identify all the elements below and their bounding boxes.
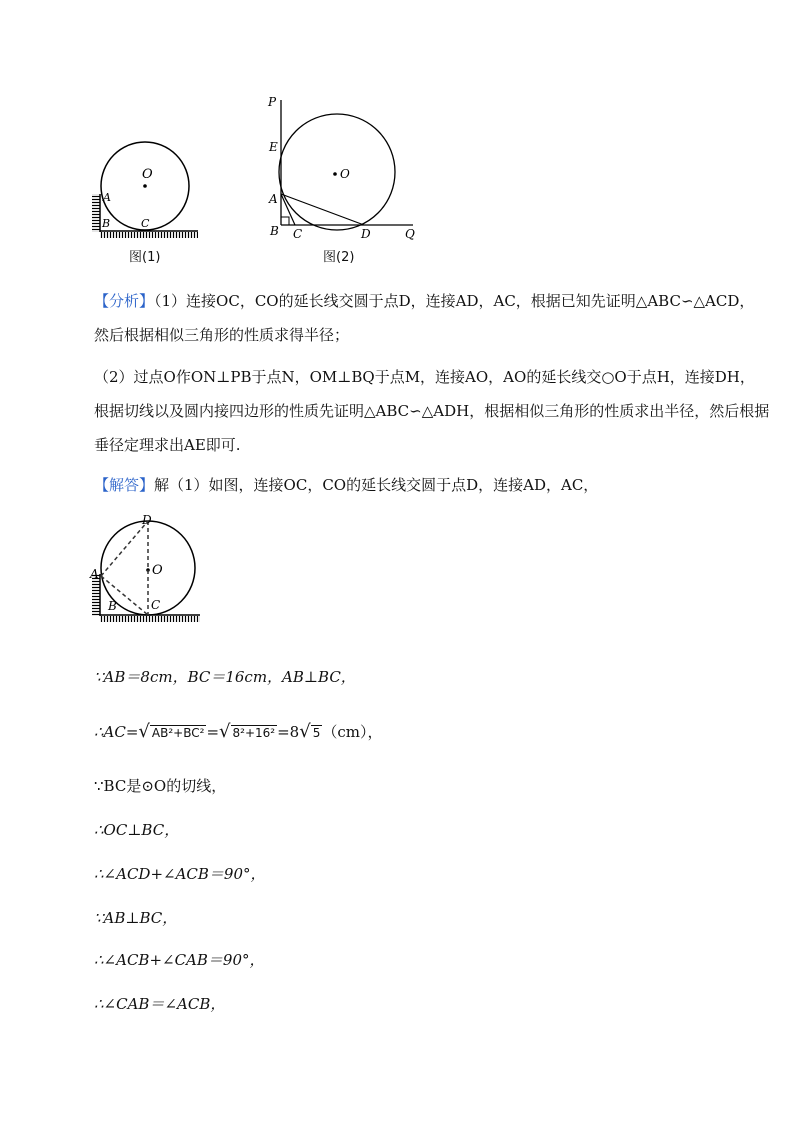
label-d3: D xyxy=(142,513,152,527)
label-c3: C xyxy=(151,598,161,612)
step2-eq: = xyxy=(206,723,220,741)
figure-2-caption: 图(2) xyxy=(323,250,355,265)
label-b3: B xyxy=(108,599,117,613)
solution-tag: 【解答】 xyxy=(94,476,155,494)
step2-eq2: =8 xyxy=(277,723,300,741)
solution-step-2 xyxy=(94,722,382,743)
center-dot-2 xyxy=(333,172,337,176)
label-c2: C xyxy=(293,227,303,241)
label-b: B xyxy=(102,217,111,230)
label-a2: A xyxy=(269,192,278,206)
analysis-tag: 【分析】 xyxy=(94,292,155,310)
figure-1-caption: 图(1) xyxy=(129,250,161,265)
label-o: O xyxy=(142,167,153,182)
analysis-line-3: （2）过点O作ON⊥PB于点N，OM⊥BQ于点M，连接AO，AO的延长线交○O于点H，连接DH， xyxy=(94,368,755,386)
radical-1: √ AB²+BC² xyxy=(138,721,205,742)
floor-hatch-3 xyxy=(100,616,200,622)
radical-3: √ 5 xyxy=(299,721,321,742)
wall-hatch xyxy=(92,194,100,232)
label-a: A xyxy=(103,191,111,204)
solution-step-4: ∴OC⊥BC， xyxy=(94,821,180,839)
solution-step-6: ∵AB⊥BC， xyxy=(94,909,178,927)
radicand-3: 5 xyxy=(312,726,321,740)
floor-hatch xyxy=(100,232,198,238)
label-c: C xyxy=(141,217,150,230)
solution-step-1: ∵AB＝8cm，BC＝16cm，AB⊥BC， xyxy=(94,668,356,686)
analysis-text-1: （1）连接OC，CO的延长线交圆于点D，连接AD，AC，根据已知先证明△ABC∽△ACD， xyxy=(154,292,755,310)
circle-o2 xyxy=(279,114,395,230)
label-q2: Q xyxy=(405,227,415,241)
analysis-line-5: 垂径定理求出AE即可. xyxy=(94,436,241,454)
label-a3: A xyxy=(90,567,99,581)
label-p: P xyxy=(268,95,277,109)
label-d2: D xyxy=(361,227,371,241)
label-o2: O xyxy=(340,167,350,181)
solution-intro: 解（1）如图，连接OC，CO的延长线交圆于点D，连接AD，AC， xyxy=(154,476,599,494)
analysis-line-1 xyxy=(94,291,754,311)
radical-2: √ 8²+16² xyxy=(219,721,276,742)
label-b2: B xyxy=(270,224,279,238)
radicand-2: 8²+16² xyxy=(232,726,276,740)
solution-step-5: ∴∠ACD+∠ACB＝90°， xyxy=(94,865,266,883)
radicand-1: AB²+BC² xyxy=(151,726,205,740)
dashed-ad xyxy=(101,521,148,576)
solution-step-8: ∴∠CAB＝∠ACB， xyxy=(94,995,226,1013)
step2-suffix: （cm）， xyxy=(322,723,383,741)
label-o3: O xyxy=(152,563,163,578)
analysis-line-2: 然后根据相似三角形的性质求得半径； xyxy=(94,326,350,344)
label-e: E xyxy=(269,140,278,154)
analysis-line-4: 根据切线以及圆内接四边形的性质先证明△ABC∽△ADH，根据相似三角形的性质求出半径，然后根据 xyxy=(94,402,770,420)
center-dot xyxy=(143,184,147,188)
right-angle-mark xyxy=(281,217,289,225)
step2-prefix: ∴AC= xyxy=(94,723,139,741)
figure-3 xyxy=(88,508,208,633)
solution-step-7: ∴∠ACB+∠CAB＝90°， xyxy=(94,951,265,969)
solution-step-3: ∵BC是⊙O的切线， xyxy=(94,777,227,795)
figure-2 xyxy=(265,90,425,250)
solution-line-intro xyxy=(94,475,598,495)
